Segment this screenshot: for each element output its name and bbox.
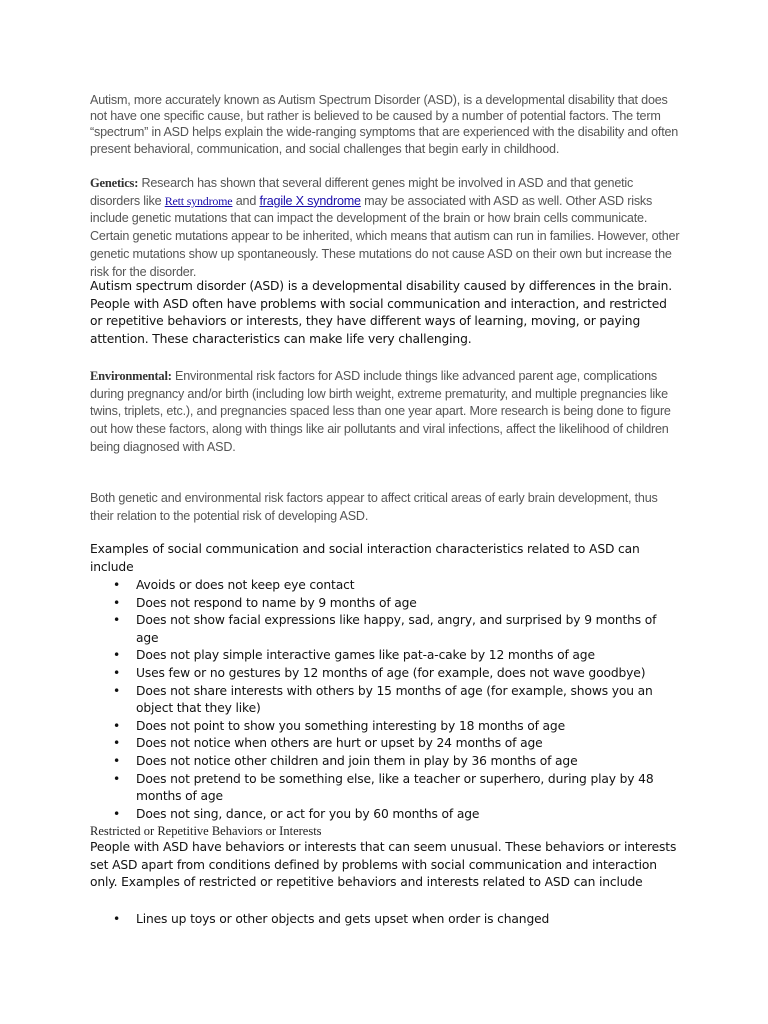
genetics-text-a: Research has shown that several different genes might be involved in ASD and that genetic disorders like [90, 176, 634, 208]
bullet: • [113, 578, 121, 592]
list-item: • Does not notice when others are hurt or upset by 24 months of age [90, 735, 680, 753]
bullet: • [113, 806, 121, 821]
genetics-paragraph [90, 175, 680, 281]
list-item: • Does not pretend to be something else, like a teacher or superhero, during play by 48 months of age [113, 771, 654, 804]
bullet: • [113, 718, 121, 733]
list-item: • Does not point to show you something interesting by 18 months of age [90, 718, 680, 736]
environmental-paragraph [90, 368, 680, 457]
examples-intro-paragraph: Examples of social communication and social interaction characteristics related to ASD can include [90, 542, 640, 574]
list-item: • Does not notice other children and join them in play by 36 months of age [90, 753, 680, 771]
bullet: • [113, 771, 121, 786]
list-item: • Does not play simple interactive games like pat-a-cake by 12 months of age [90, 647, 680, 665]
genetics-text-c: may be associated with ASD as well. Other ASD risks include genetic mutations that can impact the development of the brain or how brain cells communicate. Certain genetic mutations appear to be inherited, which means that autism can run in families. However, other genetic mutations show up spontaneously. These mutations do not cause ASD on their own but increase the risk for the disorder. [90, 193, 680, 279]
bullet: • [113, 648, 121, 663]
bullet: • [113, 683, 121, 698]
bullet: • [113, 665, 121, 680]
asd-definition-paragraph: Autism spectrum disorder (ASD) is a developmental disability caused by differences in the brain. People with ASD often have problems with social communication and interaction, and restricted or repetitive behaviors or interests, they have different ways of learning, moving, or paying attention. These characteristics can make life very challenging. [90, 279, 673, 346]
restricted-paragraph: People with ASD have behaviors or interests that can seem unusual. These behaviors or interests set ASD apart from conditions defined by problems with social communication and interaction only. Examples of restricted or repetitive behaviors and interests related to ASD can include [90, 840, 677, 890]
bullet: • [113, 595, 121, 610]
list-item: • Lines up toys or other objects and gets upset when order is changed [90, 911, 680, 929]
genetics-text-b: and [232, 193, 260, 208]
rett-syndrome-link[interactable]: Rett syndrome [164, 193, 233, 208]
both-factors-paragraph: Both genetic and environmental risk factors appear to affect critical areas of early brain development, thus their relation to the potential risk of developing ASD. [90, 491, 658, 523]
intro-paragraph: Autism, more accurately known as Autism Spectrum Disorder (ASD), is a developmental disability that does not have one specific cause, but rather is believed to be caused by a number of potential factors. The term “spectrum” in ASD helps explain the wide-ranging symptoms that are experienced with the disability and often present behavioral, communication, and social challenges that begin early in childhood. [90, 93, 679, 156]
genetics-label: Genetics: [90, 176, 139, 190]
fragile-x-syndrome-link[interactable]: fragile X syndrome [259, 193, 361, 208]
list-item: • Does not share interests with others by 15 months of age (for example, shows you an object that they like) [113, 683, 653, 716]
environmental-text: Environmental risk factors for ASD include things like advanced parent age, complications during pregnancy and/or birth (including low birth weight, extreme prematurity, and multiple pregnancies like twins, triplets, etc.), and pregnancies spaced less than one year apart. More research is being done to figure out how these factors, along with things like air pollutants and viral infections, affect the likelihood of children being diagnosed with ASD. [90, 369, 671, 454]
restricted-heading: Restricted or Repetitive Behaviors or Interests [90, 824, 322, 838]
bullet: • [113, 753, 121, 768]
list-item: • Does not respond to name by 9 months of age [90, 595, 680, 613]
list-item: • Does not show facial expressions like happy, sad, angry, and surprised by 9 months of age [113, 613, 657, 645]
bullet: • [113, 912, 121, 926]
list-item: • Does not sing, dance, or act for you by 60 months of age [90, 806, 680, 824]
bullet: • [113, 613, 121, 628]
list-item: • Avoids or does not keep eye contact [90, 577, 680, 595]
social-characteristics-list [90, 577, 680, 823]
list-item: • Uses few or no gestures by 12 months of age (for example, does not wave goodbye) [90, 665, 680, 683]
bullet: • [113, 736, 121, 751]
environmental-label: Environmental: [90, 369, 172, 383]
restricted-behaviors-list [90, 911, 680, 929]
